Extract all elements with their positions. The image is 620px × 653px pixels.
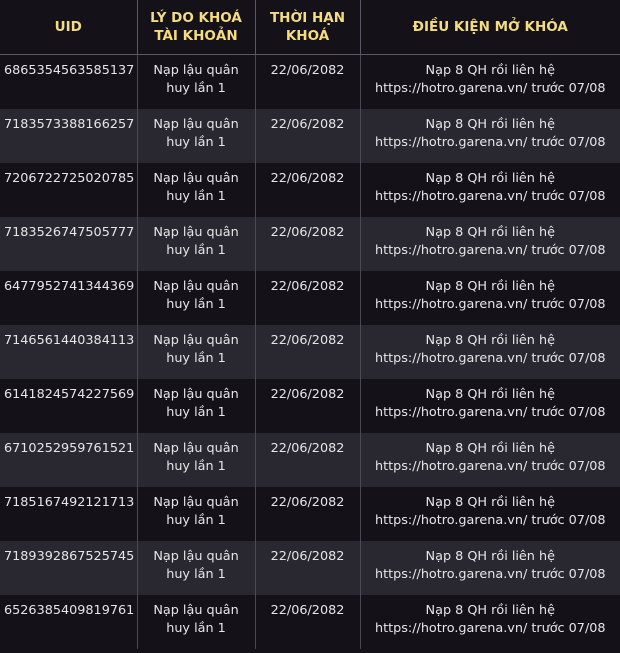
- term-cell-text: 22/06/2082: [270, 602, 345, 618]
- uid-cell: [0, 541, 137, 595]
- table-row: [0, 541, 620, 595]
- table-row: [0, 217, 620, 271]
- uid-cell-text: 6526385409819761: [4, 602, 135, 618]
- term-cell-text: 22/06/2082: [270, 224, 345, 240]
- term-cell-text: 22/06/2082: [270, 440, 345, 456]
- term-cell: [255, 325, 360, 379]
- reason-cell-text: Nạp lậu quân huy lần 1: [153, 224, 239, 258]
- term-cell: [255, 541, 360, 595]
- condition-cell: [360, 271, 620, 325]
- reason-cell-text: Nạp lậu quân huy lần 1: [153, 63, 239, 96]
- term-cell: [255, 163, 360, 217]
- uid-cell: [0, 433, 137, 487]
- reason-cell: [137, 379, 255, 433]
- reason-cell-text: Nạp lậu quân huy lần 1: [153, 278, 239, 312]
- uid-cell-text: 6477952741344369: [4, 278, 135, 294]
- condition-cell-text: Nạp 8 QH rồi liên hệ https://hotro.garena.vn/ trước 07/08: [374, 278, 606, 312]
- table-row: [0, 595, 620, 649]
- uid-cell: [0, 325, 137, 379]
- uid-cell: [0, 217, 137, 271]
- table-header: [0, 0, 620, 55]
- uid-cell: [0, 487, 137, 541]
- reason-cell: [137, 109, 255, 163]
- condition-cell-text: Nạp 8 QH rồi liên hệ https://hotro.garena.vn/ trước 07/08: [374, 170, 606, 204]
- uid-cell: [0, 271, 137, 325]
- reason-cell: [137, 595, 255, 649]
- condition-cell: [360, 541, 620, 595]
- uid-cell: [0, 109, 137, 163]
- term-cell: [255, 379, 360, 433]
- reason-cell: [137, 541, 255, 595]
- uid-cell-text: 7185167492121713: [4, 494, 135, 510]
- condition-cell: [360, 379, 620, 433]
- reason-cell: [137, 325, 255, 379]
- uid-cell: [0, 379, 137, 433]
- term-cell-text: 22/06/2082: [270, 116, 345, 132]
- reason-cell: [137, 217, 255, 271]
- condition-cell: [360, 163, 620, 217]
- column-header-condition: ĐIỀU KIỆN MỞ KHÓA: [360, 0, 620, 55]
- table-row: [0, 163, 620, 217]
- column-header-reason: LÝ DO KHOÁ TÀI KHOẢN: [137, 0, 255, 55]
- uid-cell-text: 7183573388166257: [4, 116, 135, 132]
- condition-cell: [360, 325, 620, 379]
- table-body: [0, 55, 620, 649]
- uid-cell-text: 7206722725020785: [4, 170, 135, 186]
- reason-cell: [137, 163, 255, 217]
- table-row: [0, 109, 620, 163]
- column-header-term: THỜI HẠN KHOÁ: [255, 0, 360, 55]
- header-row: [0, 0, 620, 55]
- condition-cell-text: Nạp 8 QH rồi liên hệ https://hotro.garena.vn/ trước 07/08: [374, 602, 606, 636]
- uid-cell: [0, 595, 137, 649]
- reason-cell: [137, 433, 255, 487]
- reason-cell-text: Nạp lậu quân huy lần 1: [153, 386, 239, 420]
- uid-cell-text: 6141824574227569: [4, 386, 135, 402]
- term-cell: [255, 487, 360, 541]
- table-row: [0, 487, 620, 541]
- condition-cell-text: Nạp 8 QH rồi liên hệ https://hotro.garena.vn/ trước 07/08: [374, 332, 606, 366]
- term-cell: [255, 271, 360, 325]
- term-cell: [255, 109, 360, 163]
- condition-cell: [360, 433, 620, 487]
- condition-cell-text: Nạp 8 QH rồi liên hệ https://hotro.garena.vn/ trước 07/08: [374, 116, 606, 150]
- term-cell-text: 22/06/2082: [270, 386, 345, 402]
- reason-cell: [137, 487, 255, 541]
- condition-cell-text: Nạp 8 QH rồi liên hệ https://hotro.garena.vn/ trước 07/08: [374, 548, 606, 582]
- term-cell-text: 22/06/2082: [270, 278, 345, 294]
- condition-cell: [360, 109, 620, 163]
- reason-cell: [137, 55, 255, 109]
- uid-cell-text: 6865354563585137: [4, 63, 135, 78]
- term-cell: [255, 55, 360, 109]
- term-cell-text: 22/06/2082: [270, 63, 345, 78]
- uid-cell: [0, 163, 137, 217]
- term-cell-text: 22/06/2082: [270, 494, 345, 510]
- condition-cell: [360, 487, 620, 541]
- condition-cell: [360, 55, 620, 109]
- reason-cell-text: Nạp lậu quân huy lần 1: [153, 332, 239, 366]
- table-row: [0, 433, 620, 487]
- uid-cell-text: 7183526747505777: [4, 224, 135, 240]
- uid-cell-text: 6710252959761521: [4, 440, 135, 456]
- term-cell-text: 22/06/2082: [270, 170, 345, 186]
- reason-cell-text: Nạp lậu quân huy lần 1: [153, 494, 239, 528]
- uid-cell-text: 7146561440384113: [4, 332, 135, 348]
- term-cell-text: 22/06/2082: [270, 548, 345, 564]
- reason-cell-text: Nạp lậu quân huy lần 1: [153, 170, 239, 204]
- uid-cell-text: 7189392867525745: [4, 548, 135, 564]
- column-header-uid: UID: [0, 0, 137, 55]
- reason-cell-text: Nạp lậu quân huy lần 1: [153, 440, 239, 474]
- reason-cell-text: Nạp lậu quân huy lần 1: [153, 548, 239, 582]
- condition-cell-text: Nạp 8 QH rồi liên hệ https://hotro.garena.vn/ trước 07/08: [374, 440, 606, 474]
- term-cell-text: 22/06/2082: [270, 332, 345, 348]
- term-cell: [255, 217, 360, 271]
- condition-cell-text: Nạp 8 QH rồi liên hệ https://hotro.garena.vn/ trước 07/08: [374, 386, 606, 420]
- term-cell: [255, 595, 360, 649]
- condition-cell: [360, 595, 620, 649]
- condition-cell-text: Nạp 8 QH rồi liên hệ https://hotro.garena.vn/ trước 07/08: [374, 224, 606, 258]
- table-row: [0, 325, 620, 379]
- condition-cell-text: Nạp 8 QH rồi liên hệ https://hotro.garena.vn/ trước 07/08: [374, 63, 606, 96]
- reason-cell: [137, 271, 255, 325]
- reason-cell-text: Nạp lậu quân huy lần 1: [153, 602, 239, 636]
- uid-cell: [0, 55, 137, 109]
- condition-cell-text: Nạp 8 QH rồi liên hệ https://hotro.garena.vn/ trước 07/08: [374, 494, 606, 528]
- table-row: [0, 271, 620, 325]
- term-cell: [255, 433, 360, 487]
- table-row: [0, 55, 620, 109]
- condition-cell: [360, 217, 620, 271]
- reason-cell-text: Nạp lậu quân huy lần 1: [153, 116, 239, 150]
- table-row: [0, 379, 620, 433]
